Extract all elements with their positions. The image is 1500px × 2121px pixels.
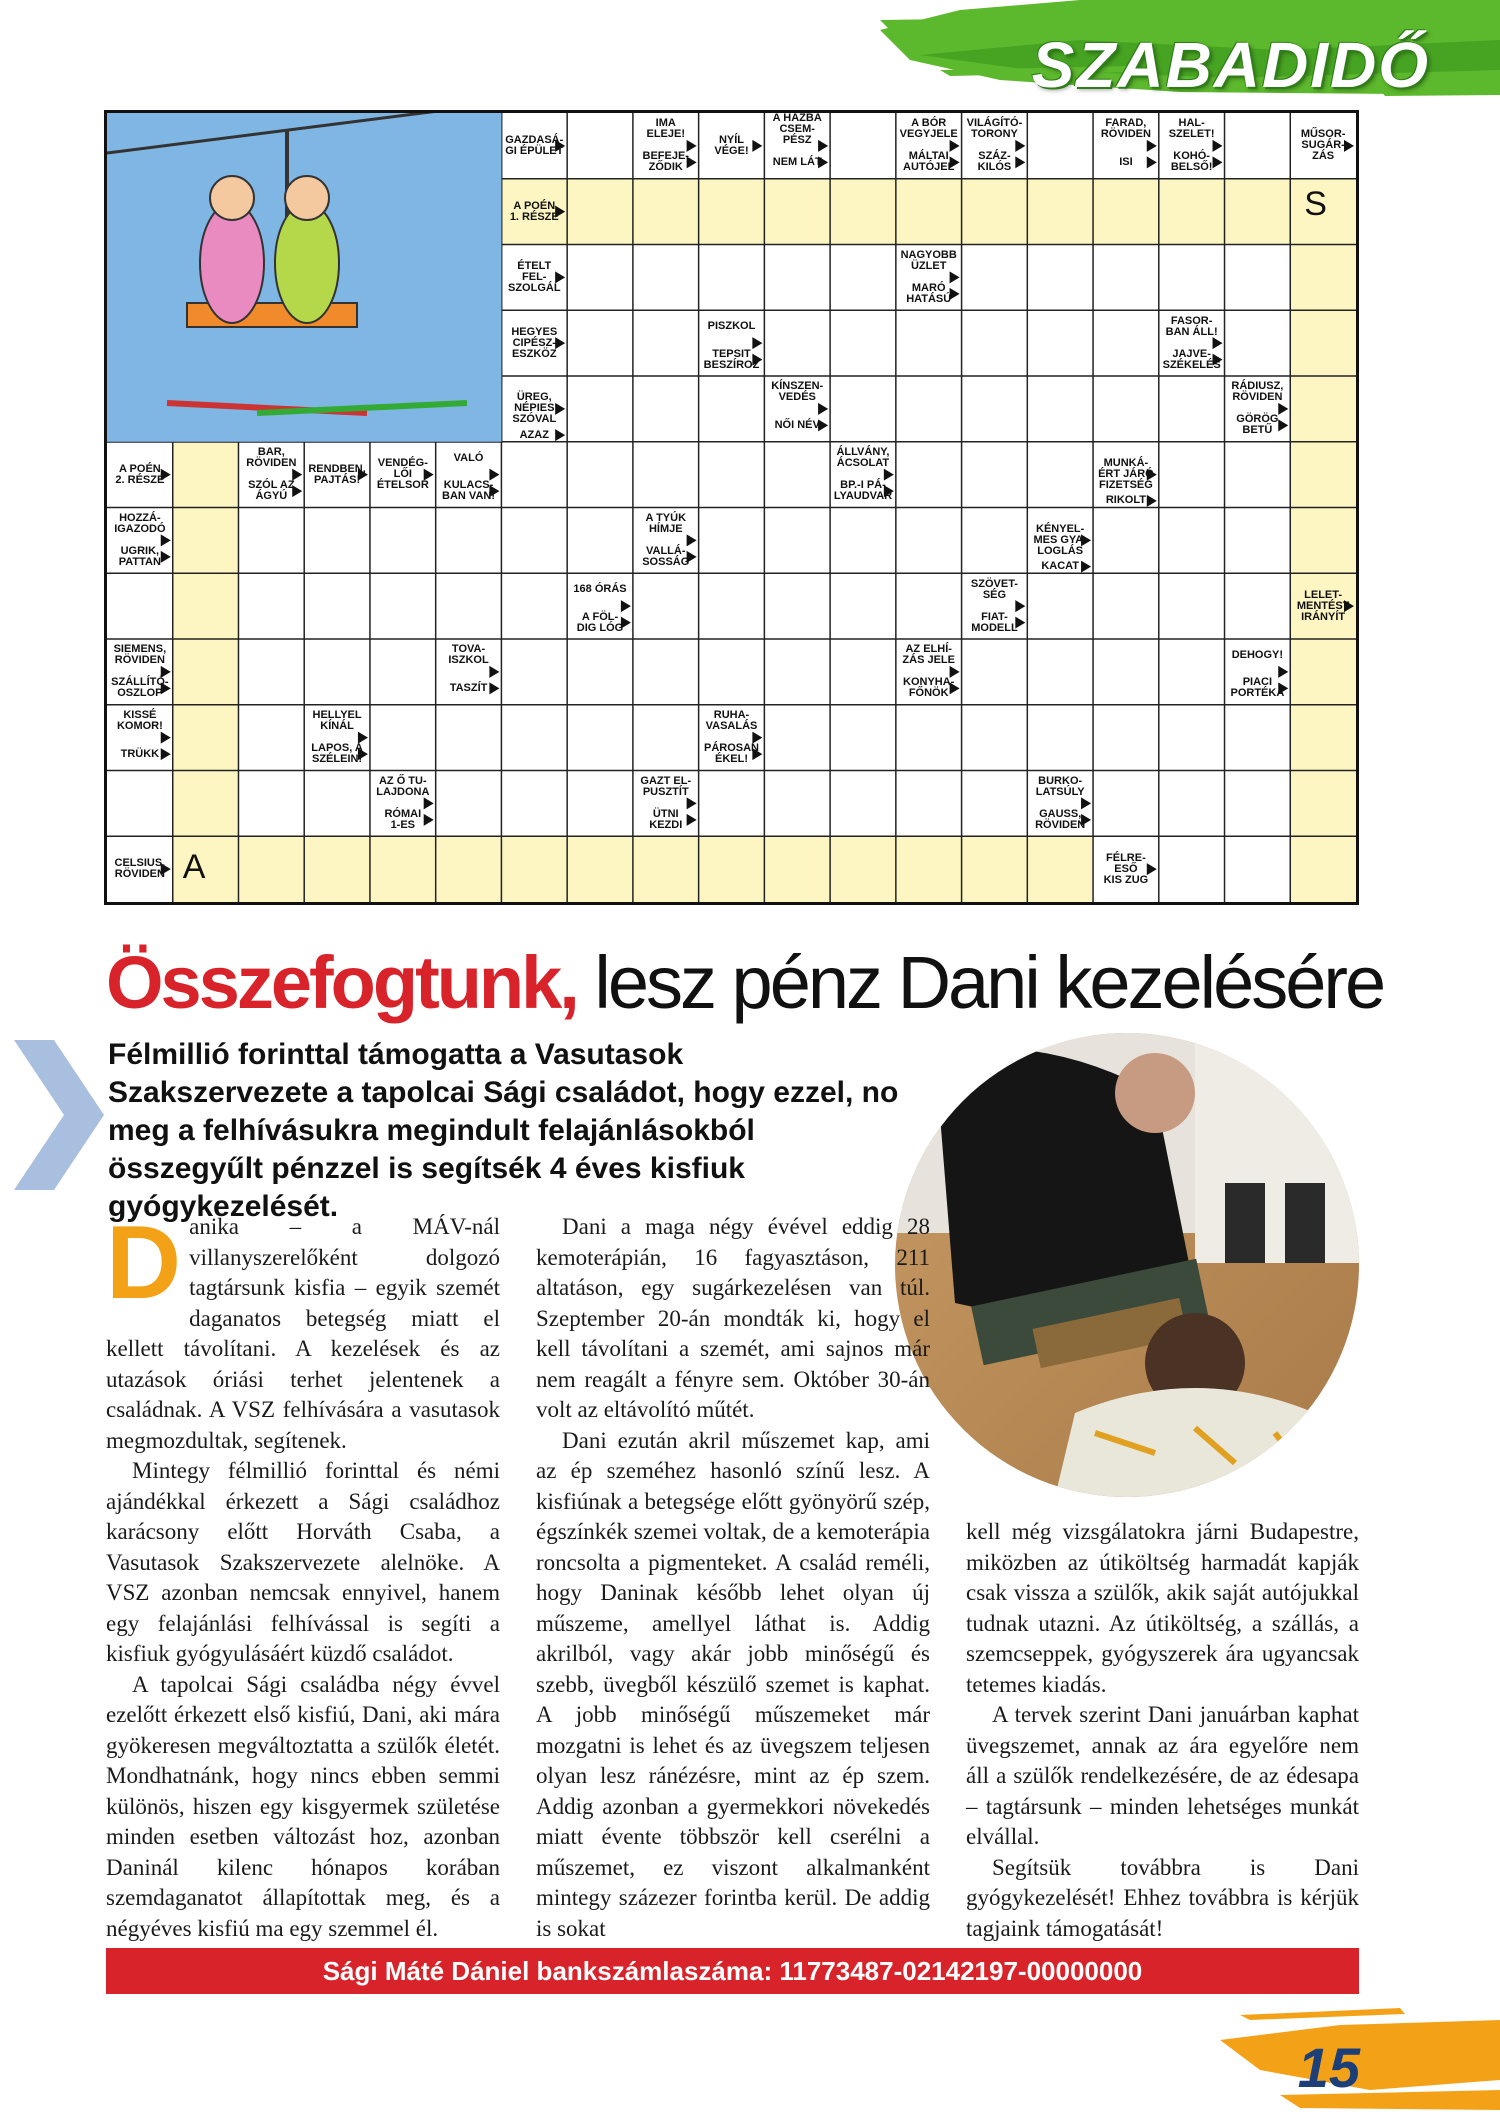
crossword-clue: FARAD, RÖVIDEN	[1100, 117, 1151, 141]
crossword-clue: GAZT EL- PUSZTÍT	[640, 774, 692, 798]
solution-cell	[1027, 179, 1093, 245]
solution-cell	[633, 179, 699, 245]
footer-brush-band	[1220, 2000, 1500, 2121]
solution-cell	[238, 836, 304, 902]
solution-cell	[896, 179, 962, 245]
solution-cell	[699, 836, 765, 902]
solution-cell	[304, 836, 370, 902]
solution-cell	[370, 836, 436, 902]
solution-cell	[764, 179, 830, 245]
solution-start-s: S	[1304, 184, 1327, 223]
crossword-clue: A POÉN 1. RÉSZE	[509, 199, 559, 223]
crossword-clue: ÁLLVÁNY, ÁCSOLAT	[836, 446, 890, 470]
crossword-clue: GÖRÖG BETŰ	[1236, 413, 1279, 437]
solution-cell	[699, 179, 765, 245]
solution-cell	[1027, 836, 1093, 902]
solution-cell	[1290, 639, 1356, 705]
solution-cell	[896, 836, 962, 902]
crossword-clue: GAZDASÁ- GI ÉPÜLET	[505, 133, 564, 157]
crossword-clue: HELLYEL KÍNÁL	[312, 709, 362, 733]
crossword-clue: MARÓ HATÁSÚ	[906, 281, 952, 305]
solution-start-a: A	[182, 848, 206, 887]
crossword-clue: KONYHA- FŐNÖK	[903, 676, 955, 700]
article-photo	[895, 1033, 1359, 1497]
crossword-grid	[107, 113, 1356, 902]
dropcap-letter: D	[106, 1205, 182, 1321]
crossword-clue: RÁDIUSZ, RÖVIDEN	[1231, 380, 1284, 404]
solution-cell	[1290, 771, 1356, 837]
crossword-clue: 168 ÓRÁS	[573, 583, 627, 596]
crossword-clue: ÜREG, NÉPIES SZÓVAL	[512, 391, 557, 426]
col1-paragraph-2: Mintegy félmillió forinttal és némi ajándékkal érkezett a Sági családhoz karácsony előtt Horváth Csaba, a Vasutasok Szakszervezete alelnöke. A VSZ azonban nemcsak ennyivel, hanem egy felajánlási felhívással is segíti a kisfiuk gyógyulásáért küzdő családot.	[106, 1458, 500, 1666]
crossword-clue: VALLÁ- SOSSÁG	[642, 544, 690, 568]
crossword-clue: LELET- MENTÉST IRÁNYÍT	[1296, 588, 1350, 623]
crossword-clue: FIAT- MODELL	[971, 610, 1018, 634]
col3-paragraph-2: A tervek szerint Dani januárban kaphat üvegszemet, annak az ára egyelőre nem áll a szülők rendelkezésére, de az édesapa – tagtársunk – minden lehetséges munkát elvállal.	[966, 1702, 1359, 1849]
solution-cell	[173, 639, 239, 705]
crossword-clue: BAR, RÖVIDEN	[246, 446, 297, 470]
crossword-clue: MUNKÁ- ÉRT JÁRÓ FIZETSÉG	[1098, 457, 1154, 492]
crossword-clue: A BÓR VEGYJELE	[899, 117, 958, 141]
crossword-clue: TASZÍT	[449, 681, 488, 694]
crossword-clue: LAPOS, A SZÉLEIN!	[311, 742, 363, 766]
solution-cell	[764, 836, 830, 902]
col3-paragraph-1: kell még vizsgálatokra járni Budapestre, miközben az útiköltség harmadát kapják csak vissza a szülők, akik saját autójukkal tudnak utazni. Az útiköltség, a szállás, a szemcseppek, gyógyszerek ára ugyancsak tetemes kiadás.	[966, 1519, 1359, 1697]
solution-cell	[1290, 442, 1356, 508]
article-headline	[106, 940, 1384, 1026]
article-column-2	[536, 1212, 930, 1944]
crossword-clue: UGRIK, PATTAN	[118, 544, 161, 568]
headline-rest: lesz pénz Dani kezelésére	[576, 941, 1384, 1024]
crossword-clue: AZ ELHÍ- ZÁS JELE	[902, 643, 955, 667]
crossword-clue: KOHÓ- BELSŐ!	[1170, 150, 1213, 174]
crossword-clue: SZÁLLÍTÓ- OSZLOP	[111, 676, 169, 700]
crossword-clue: CELSIUS, RÖVIDEN	[114, 857, 166, 881]
crossword-clue: DEHOGY!	[1231, 648, 1284, 661]
crossword-clue: RENDBEN, PAJTÁS!	[308, 462, 366, 486]
col1-paragraph-1: anika – a MÁV-nál villanyszerelőként dolgozó tagtársunk kisfia – egyik szemét daganatos betegség miatt el kellett távolítani. A kezelések és az utazások óriási terhet jelentenek a családnak. A VSZ felhívására a vasutasok megmozdultak, segítenek.	[106, 1214, 500, 1453]
crossword-clue: NŐI NÉV	[774, 418, 820, 431]
solution-cell	[501, 836, 567, 902]
crossword-clue: FÉLRE- ESŐ KIS ZUG	[1103, 851, 1149, 886]
solution-cell	[1290, 508, 1356, 574]
crossword-puzzle	[104, 110, 1359, 905]
solution-cell	[436, 836, 502, 902]
crossword-clue: BEFEJE- ZŐDIK	[642, 150, 689, 174]
crossword-clue: KÉNYEL- MES GYA- LOGLÁS	[1033, 522, 1087, 557]
crossword-clue: AZ Ő TU- LAJDONA	[376, 774, 430, 798]
col3-paragraph-3: Segítsük továbbra is Dani gyógykezelését! Ehhez továbbra is kérjük tagjaink támogatását!	[966, 1854, 1359, 1941]
crossword-clue: A TYÚK HÍMJE	[645, 511, 687, 535]
crossword-clue: KÍNSZEN- VEDÉS	[771, 380, 824, 404]
solution-cell	[173, 573, 239, 639]
crossword-clue: KISSÉ KOMOR!	[116, 709, 163, 733]
article-lead: Félmillió forinttal támogatta a Vasutasok Szakszervezete a tapolcai Sági családot, hogy ezzel, no meg a felhívásukra megindult felajánlásokból összegyűlt pénzzel is segítsék 4 éves kisfiuk gyógykezelését.	[108, 1038, 899, 1223]
crossword-clue: TRÜKK	[120, 747, 160, 760]
crossword-clue: KACAT	[1041, 560, 1080, 573]
solution-cell	[962, 179, 1028, 245]
col1-paragraph-3: A tapolcai Sági családba négy évvel ezelőtt érkezett első kisfiú, Dani, aki mára gyökeresen megváltoztatta a szülők életét. Mondhatnánk, hogy nincs ebben semmi különös, hiszen egy kisgyermek születése minden esetben változást hoz, azonban Daninál kilenc hónapos korában szemdaganatot állapítottak meg, és a négyéves kisfiú ma egy szemmel él.	[106, 1671, 500, 1941]
solution-cell	[173, 771, 239, 837]
crossword-clue: A FÖL- DIG LÓG	[576, 610, 624, 634]
article-column-1	[106, 1205, 500, 1944]
crossword-clue: TOVA- ISZKOL	[448, 643, 489, 667]
crossword-clue: SZÖVET- SÉG	[970, 577, 1018, 601]
crossword-clue: ÜTNI KEZDI	[649, 807, 683, 831]
crossword-clue: RÓMAI 1-ES	[384, 807, 422, 831]
solution-cell	[1290, 310, 1356, 376]
crossword-clue: IMA ELEJE!	[646, 117, 686, 141]
solution-cell	[830, 836, 896, 902]
crossword-clue: NEM LÁT	[772, 155, 822, 168]
crossword-clue: GAUSS, RÖVIDEN	[1035, 807, 1086, 831]
bank-account-bar: Sági Máté Dániel bankszámlaszáma: 11773487-02142197-00000000	[106, 1948, 1359, 1994]
section-title: SZABADIDŐ	[1031, 29, 1430, 101]
crossword-clue: NYÍL VÉGE!	[714, 133, 749, 157]
solution-cell	[173, 508, 239, 574]
solution-cell	[1225, 179, 1291, 245]
crossword-clue: HEGYES CIPÉSZ- ESZKÖZ	[511, 325, 558, 360]
solution-cell	[567, 179, 633, 245]
crossword-clue: ISI	[1119, 155, 1133, 168]
solution-cell	[1290, 245, 1356, 311]
solution-cell	[962, 836, 1028, 902]
solution-cell	[633, 836, 699, 902]
crossword-clue: BURKO- LATSÚLY	[1035, 774, 1085, 798]
solution-cell	[1093, 179, 1159, 245]
crossword-clue: PISZKOL	[707, 320, 756, 333]
solution-cell	[567, 836, 633, 902]
page-number: 15	[1297, 2036, 1360, 2099]
crossword-clue: JAJVE- SZÉKELÉS	[1162, 347, 1221, 371]
solution-cell	[830, 179, 896, 245]
col2-paragraph-1: Dani a maga négy évével eddig 28 kemoterápián, 16 fagyasztáson, 211 altatáson, egy sugárkezelésen van túl. Szeptember 20-án mondták ki, hogy el kell távolítani a szemét, ami sajnos már nem reagált a fényre sem. Október 30-án volt az eltávolító műtét.	[536, 1214, 930, 1422]
crossword-clue: SZÁZ- KILÓS	[977, 150, 1012, 174]
solution-cell	[1290, 376, 1356, 442]
crossword-clue: NAGYOBB ÜZLET	[900, 248, 957, 272]
crossword-clue: VALÓ	[453, 451, 484, 464]
crossword-clue: BP.-I PÁ- LYAUDVAR	[833, 479, 893, 503]
crossword-clue: PÁROSAN ÉKEL!	[703, 742, 759, 766]
crossword-clue: RIKOLT	[1105, 494, 1146, 507]
crossword-clue: A HÁZBA CSEM- PÉSZ	[772, 111, 822, 146]
crossword-clue: MÁLTAI AUTÓJEL	[903, 150, 955, 174]
crossword-clue: VENDÉG- LŐI ÉTELSOR	[376, 457, 429, 492]
solution-cell	[1159, 179, 1225, 245]
crossword-clue: SZÓL AZ ÁGYÚ	[248, 479, 295, 503]
crossword-clue: KULACS- BAN VAN!	[442, 479, 496, 503]
solution-cell	[173, 442, 239, 508]
crossword-clue: HOZZÁ- IGAZODÓ	[114, 511, 166, 535]
crossword-clue: A POÉN 2. RÉSZE	[115, 462, 165, 486]
crossword-clue: PIACI PORTÉKA	[1230, 676, 1285, 700]
solution-cell	[1290, 705, 1356, 771]
crossword-clue: SIEMENS, RÖVIDEN	[113, 643, 167, 667]
crossword-clue: MŰSOR- SUGÁR- ZÁS	[1300, 128, 1346, 163]
article-column-3	[966, 1517, 1359, 1944]
chevron-icon	[14, 1040, 104, 1190]
crossword-clue: TEPSIT BESZÍROZ	[703, 347, 760, 371]
crossword-clue: AZAZ	[519, 428, 549, 441]
headline-highlight: Összefogtunk,	[106, 941, 577, 1024]
crossword-clue: RUHA- VASALÁS	[705, 709, 758, 733]
crossword-clue: ÉTELT FEL- SZOLGÁL	[507, 259, 561, 294]
crossword-clue: FASOR- BAN ÁLL!	[1165, 314, 1218, 338]
crossword-clue: HAL- SZELET!	[1168, 117, 1215, 141]
col2-paragraph-2: Dani ezután akril műszemet kap, ami az ép szeméhez hasonló színű lesz. A kisfiúnak a betegsége előtt gyönyörű szép, égszínkék szemei voltak, de a kemoterápia roncsolta a pigmenteket. A család reméli, hogy Daninak később lehet olyan új műszeme, amellyel láthat is. Addig akrilból, vagy akár jobb minőségű és szebb, üvegből készülő szemet is kaphat. A jobb minőségű műszemeket már mozgatni is lehet és az üvegszem teljesen olyan lesz ránézésre, mint az ép szem. Addig azonban a gyermekkori növekedés miatt évente többször kell cserélni a műszemet, ez viszont alkalmanként mintegy százezer forintba kerül. De addig is sokat	[536, 1427, 930, 1941]
solution-cell	[173, 705, 239, 771]
crossword-clue: VILÁGÍTÓ- TORONY	[966, 117, 1023, 141]
solution-cell	[1290, 836, 1356, 902]
